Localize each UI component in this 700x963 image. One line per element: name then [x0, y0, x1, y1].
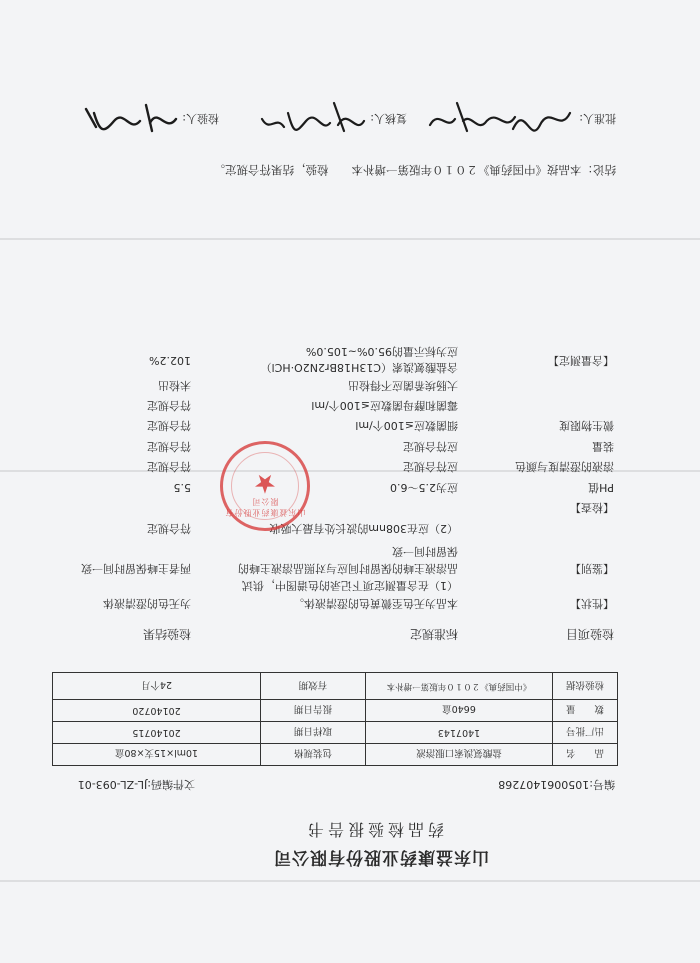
identification-2-standard: （2）应在308nm的波长处有最大吸收 [269, 522, 458, 535]
ecoli-result: 未检出 [158, 379, 191, 392]
report-title: 药品检验报告书 [303, 820, 444, 839]
column-result-heading: 检验结果 [142, 627, 191, 641]
serial-number [498, 778, 615, 791]
assay-standard: 含盐酸氨溴索（C13H18Br2N2O·HCl） [260, 361, 458, 374]
inspector-label: 检验人: [182, 112, 219, 125]
ph-item: PH值 [588, 481, 614, 494]
mold-result: 符合规定 [147, 399, 191, 412]
section-assay: 【含量测定】 [548, 354, 614, 367]
section-properties: 【性状】 [570, 597, 614, 610]
product-value: 盐酸氨溴索口服溶液 [366, 744, 553, 766]
seal-text: 山东益康药业股份有限公司 [224, 497, 306, 517]
properties-standard: 本品为无色至微黄色的澄清液体。 [293, 597, 458, 610]
approver-signature [425, 95, 575, 143]
clarity-result: 符合规定 [147, 460, 191, 473]
ecoli-standard: 大肠埃希菌应不得检出 [348, 379, 458, 392]
company-seal [220, 441, 310, 531]
product-info-table [52, 672, 618, 766]
table-row [53, 744, 618, 766]
product-label: 品 名 [553, 744, 618, 766]
report-date-value: 20140720 [53, 700, 261, 722]
report-date-label: 报告日期 [261, 700, 366, 722]
mold-standard: 霉菌和酵母菌数应≤100个/ml [311, 399, 458, 412]
conclusion-text: 结论：本品按《中国药典》２０１０年版第一增补本 检验，结果符合规定。 [213, 163, 616, 177]
batch-value: 14071​43 [366, 722, 553, 744]
volume-standard: 应符合规定 [403, 440, 458, 453]
identification-1-standard-line3: 保留时间一致 [392, 545, 458, 558]
quantity-label: 数 量 [553, 700, 618, 722]
bacteria-standard: 细菌数应≤100个/ml [355, 419, 458, 432]
validity-label: 有效期 [261, 673, 366, 700]
column-item-heading: 检验项目 [565, 627, 614, 641]
volume-item: 装量 [592, 440, 614, 453]
validity-value: 24个月 [53, 673, 261, 700]
star-icon: ★ [253, 468, 277, 498]
identification-1-standard: （1）在含量测定项下记录的色谱图中，供试 [242, 579, 458, 592]
approver-label: 批准人: [579, 112, 616, 125]
sample-date-value: 20140715 [53, 722, 261, 744]
ph-standard: 应为2.5～6.0 [390, 481, 458, 494]
table-row [53, 700, 618, 722]
table-row [53, 673, 618, 700]
basis-label: 检验依据 [553, 673, 618, 700]
spec-label: 包装规格 [261, 744, 366, 766]
column-standard-heading: 标准规定 [409, 627, 458, 641]
section-identification: 【鉴别】 [570, 562, 614, 575]
identification-1-result: 两者主峰保留时间一致 [81, 562, 191, 575]
properties-result: 为无色的澄清液体 [103, 597, 191, 610]
sample-date-label: 取样日期 [261, 722, 366, 744]
clarity-item: 溶液的澄清度与颜色 [515, 460, 614, 473]
basis-value: 《中国药典》２０１０年版第一增补本 [366, 673, 553, 700]
inspector-signature [80, 99, 180, 139]
serial-label: 编号: [589, 778, 615, 791]
assay-result: 102.2% [149, 354, 191, 367]
section-inspection: 【检查】 [570, 501, 614, 514]
ph-result: 5.5 [173, 481, 191, 494]
reviewer-signature [258, 95, 368, 143]
assay-standard-line2: 应为标示量的95.0%~105.0% [305, 345, 458, 358]
quantity-value: 6640盒 [366, 700, 553, 722]
volume-result: 符合规定 [147, 440, 191, 453]
identification-2-result: 符合规定 [147, 522, 191, 535]
file-code [78, 778, 195, 791]
bacteria-result: 符合规定 [147, 419, 191, 432]
spec-value: 10ml×15支×80盒 [53, 744, 261, 766]
serial-value: 10500614072​68 [498, 778, 590, 791]
batch-label: 出厂批号 [553, 722, 618, 744]
clarity-standard: 应符合规定 [403, 460, 458, 473]
microbial-item: 微生物限度 [559, 419, 614, 432]
file-code-value: JL-ZL-093-01 [77, 778, 148, 791]
file-code-label: 文件编码: [147, 778, 195, 791]
table-row [53, 722, 618, 744]
identification-1-standard-line2: 品溶液主峰的保留时间应与对照品溶液主峰的 [238, 562, 458, 575]
company-name: 山东益康药业股份有限公司 [273, 847, 489, 867]
reviewer-label: 复核人: [370, 112, 407, 125]
